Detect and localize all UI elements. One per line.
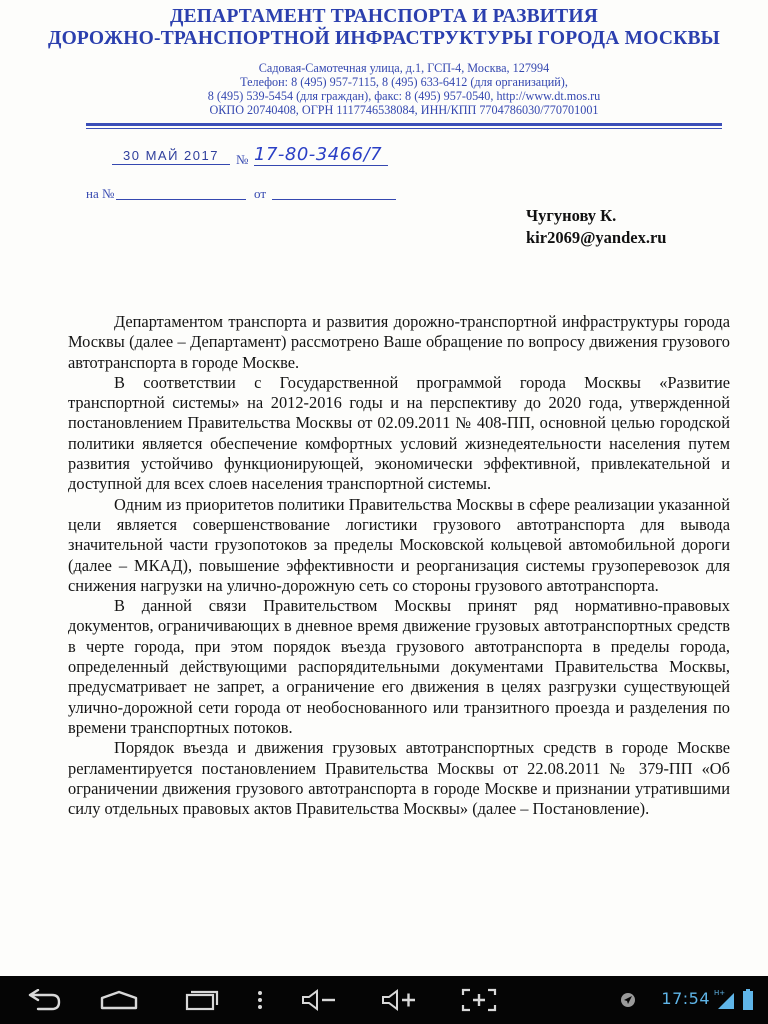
letter-body	[68, 312, 730, 819]
status-clock: 17:54	[661, 989, 710, 1008]
addressee-email: kir2069@yandex.ru	[526, 228, 667, 247]
registration-line	[86, 146, 406, 170]
location-icon	[620, 992, 636, 1008]
address-line: Телефон: 8 (495) 957-7115, 8 (495) 633-6412 (для организаций),	[240, 75, 568, 89]
back-icon	[24, 989, 62, 1011]
department-title	[0, 6, 768, 50]
back-button[interactable]	[20, 984, 66, 1016]
recent-apps-icon	[183, 989, 219, 1011]
registration-date-stamp: 30 МАЙ 2017	[112, 148, 230, 165]
reference-line	[86, 184, 406, 204]
addressee-name: Чугунову К.	[526, 206, 617, 225]
body-paragraph: В данной связи Правительством Москвы принят ряд нормативно-правовых документов, ограничивающих в дневное время движение грузовых автотранспортных средств в черте города, при этом порядок въезда грузового автотранспорта в пределы города, определенный действующими распорядительными документами Правительства Москвы, предусматривает не запрет, а ограничение его движения в целях разгрузки существующей улично-дорожной сети города от необоснованного или транзитного проезда и разделения по времени транспортных потоков.	[68, 596, 730, 737]
volume-down-button[interactable]	[298, 984, 340, 1016]
svg-text:H+: H+	[714, 989, 726, 997]
letterhead-address	[0, 61, 768, 117]
reference-date-label: от	[254, 186, 267, 201]
system-navigation-bar	[0, 976, 768, 1024]
battery-icon	[742, 989, 754, 1010]
address-line: Садовая-Самотечная улица, д.1, ГСП-4, Москва, 127994	[258, 61, 550, 75]
screenshot-button[interactable]	[458, 984, 500, 1016]
letterhead-divider-thick	[86, 123, 722, 126]
home-button[interactable]	[96, 984, 142, 1016]
status-icons	[712, 988, 758, 1012]
reference-date-blank	[272, 199, 396, 200]
volume-up-icon	[380, 989, 418, 1011]
letterhead-divider-thin	[86, 128, 722, 129]
body-paragraph: Порядок въезда и движения грузовых автотранспортных средств в городе Москве регламентируется постановлением Правительства Москвы от 22.08.2011 № 379-ПП «Об ограничении движения грузового автотранспорта в городе Москве и признании утратившими силу отдельных правовых актов Правительства Москвы» (далее – Постановление).	[68, 738, 730, 819]
reference-number-blank	[116, 199, 246, 200]
addressee-block	[526, 205, 666, 249]
address-line: 8 (495) 539-5454 (для граждан), факс: 8 (495) 957-0540, http://www.dt.mos.ru	[207, 89, 601, 103]
registration-number-handwritten: 17-80-3466/7	[254, 144, 388, 166]
menu-icon	[257, 990, 263, 1010]
reference-number-label: на №	[86, 186, 115, 201]
department-title-line1: ДЕПАРТАМЕНТ ТРАНСПОРТА И РАЗВИТИЯ	[169, 6, 598, 27]
home-icon	[99, 990, 139, 1010]
body-paragraph: Одним из приоритетов политики Правительства Москвы в сфере реализации указанной цели является совершенствование логистики грузового автотранспорта для вывода значительной части грузопотоков за пределы Московской кольцевой автомобильной дороги (далее – МКАД), повышение эффективности и реорганизация системы грузоперевозок для снижения нагрузки на улично-дорожную сеть со стороны грузового автотранспорта.	[68, 494, 730, 595]
address-line: ОКПО 20740408, ОГРН 1117746538084, ИНН/КПП 7704786030/770701001	[209, 103, 599, 117]
volume-up-button[interactable]	[378, 984, 420, 1016]
signal-icon	[714, 988, 736, 1010]
recent-apps-button[interactable]	[178, 984, 224, 1016]
volume-down-icon	[300, 989, 338, 1011]
body-paragraph: Департаментом транспорта и развития дорожно-транспортной инфраструктуры города Москвы (далее – Департамент) рассмотрено Ваше обращение по вопросу движения грузового автотранспорта в городе Москве.	[68, 312, 730, 372]
body-paragraph: В соответствии с Государственной программой города Москвы «Развитие транспортной системы» на 2012-2016 годы и на перспективу до 2020 года, утвержденной постановлением Правительства Москвы от 02.09.2011 № 408-ПП, основной целью городской политики является обеспечение комфортных условий жизнедеятельности населения путем развития устойчиво функционирующей, экономически эффективной, привлекательной и доступной для всех слоев населения транспортной системы.	[68, 372, 730, 494]
registration-number-label: №	[236, 152, 249, 167]
screenshot-icon	[460, 987, 498, 1013]
department-title-line2: ДОРОЖНО-ТРАНСПОРТНОЙ ИНФРАСТРУКТУРЫ ГОРОДА МОСКВЫ	[47, 28, 721, 49]
menu-button[interactable]	[250, 984, 270, 1016]
